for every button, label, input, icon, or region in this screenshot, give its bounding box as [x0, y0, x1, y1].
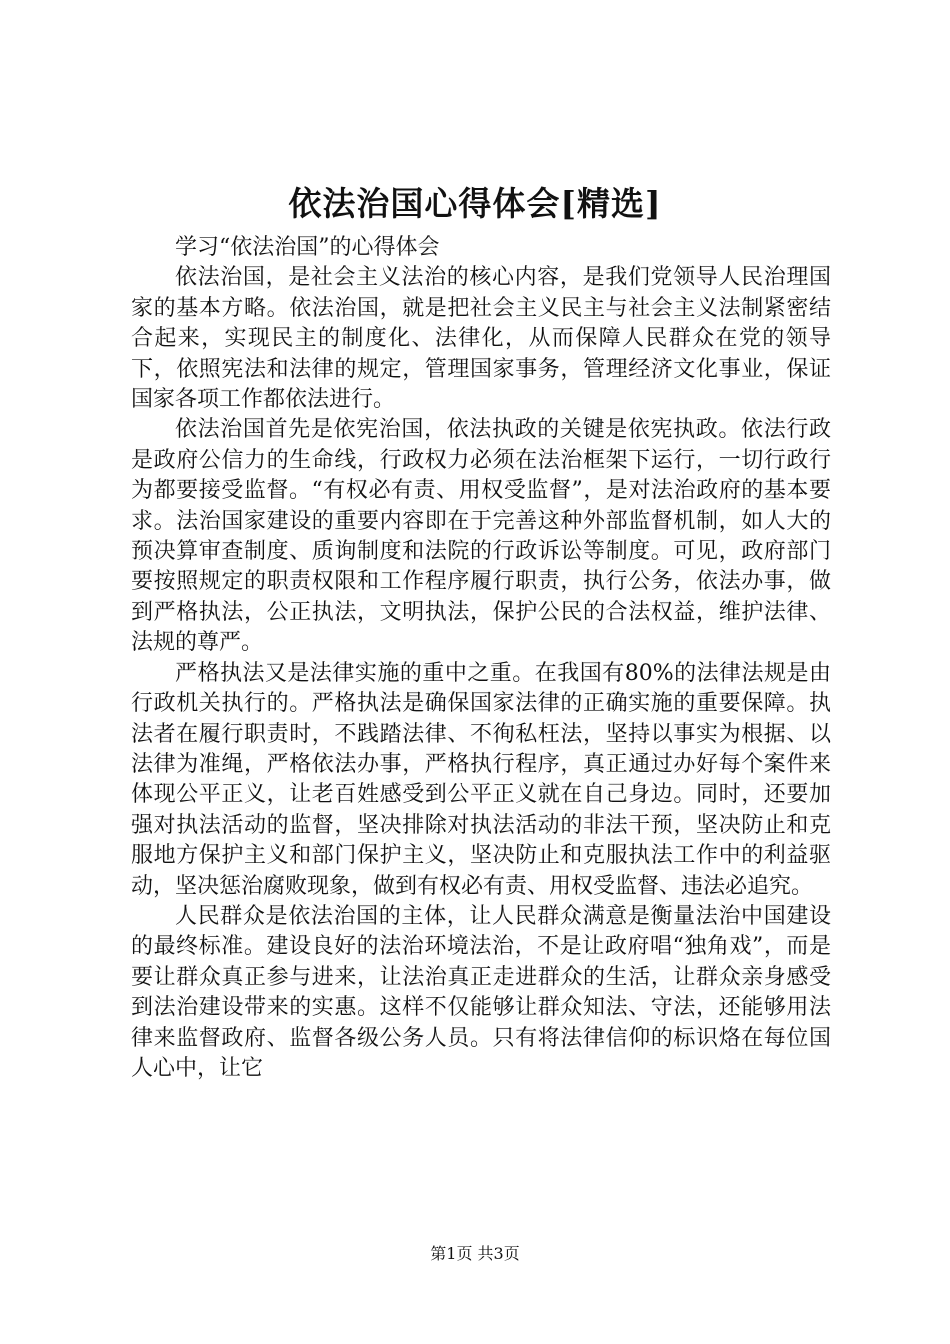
- paragraph-4: 人民群众是依法治国的主体，让人民群众满意是衡量法治中国建设的最终标准。建设良好的法治环境法治，不是让政府唱“独角戏”，而是要让群众真正参与进来，让法治真正走进群众的生活，让群众亲身感受到法治建设带来的实惠。这样不仅能够让群众知法、守法，还能够用法律来监督政府、监督各级公务人员。只有将法律信仰的标识烙在每位国人心中，让它: [131, 903, 831, 1081]
- document-body: [131, 233, 831, 1084]
- document-title: 依法治国心得体会[精选]: [288, 184, 662, 223]
- paragraph-1: 依法治国，是社会主义法治的核心内容，是我们党领导人民治理国家的基本方略。依法治国，就是把社会主义民主与社会主义法制紧密结合起来，实现民主的制度化、法律化，从而保障人民群众在党的领导下，依照宪法和法律的规定，管理国家事务，管理经济文化事业，保证国家各项工作都依法进行。: [131, 265, 831, 413]
- page-footer: 第1页 共3页: [430, 1244, 520, 1263]
- paragraph-2: 依法治国首先是依宪治国，依法执政的关键是依宪执政。依法行政是政府公信力的生命线，行政权力必须在法治框架下运行，一切行政行为都要接受监督。“有权必有责、用权受监督”，是对法治政府的基本要求。法治国家建设的重要内容即在于完善这种外部监督机制，如人大的预决算审查制度、质询制度和法院的行政诉讼等制度。可见，政府部门要按照规定的职责权限和工作程序履行职责，执行公务，依法办事，做到严格执法，公正执法，文明执法，保护公民的合法权益，维护法律、法规的尊严。: [131, 417, 831, 656]
- paragraph-3: 严格执法又是法律实施的重中之重。在我国有80%的法律法规是由行政机关执行的。严格执法是确保国家法律的正确实施的重要保障。执法者在履行职责时，不践踏法律、不徇私枉法，坚持以事实为根据、以法律为准绳，严格依法办事，严格执行程序，真正通过办好每个案件来体现公平正义，让老百姓感受到公平正义就在自己身边。同时，还要加强对执法活动的监督，坚决排除对执法活动的非法干预，坚决防止和克服地方保护主义和部门保护主义，坚决防止和克服执法工作中的利益驱动，坚决惩治腐败现象，做到有权必有责、用权受监督、违法必追究。: [131, 660, 831, 899]
- subtitle: 学习“依法治国”的心得体会: [175, 235, 440, 260]
